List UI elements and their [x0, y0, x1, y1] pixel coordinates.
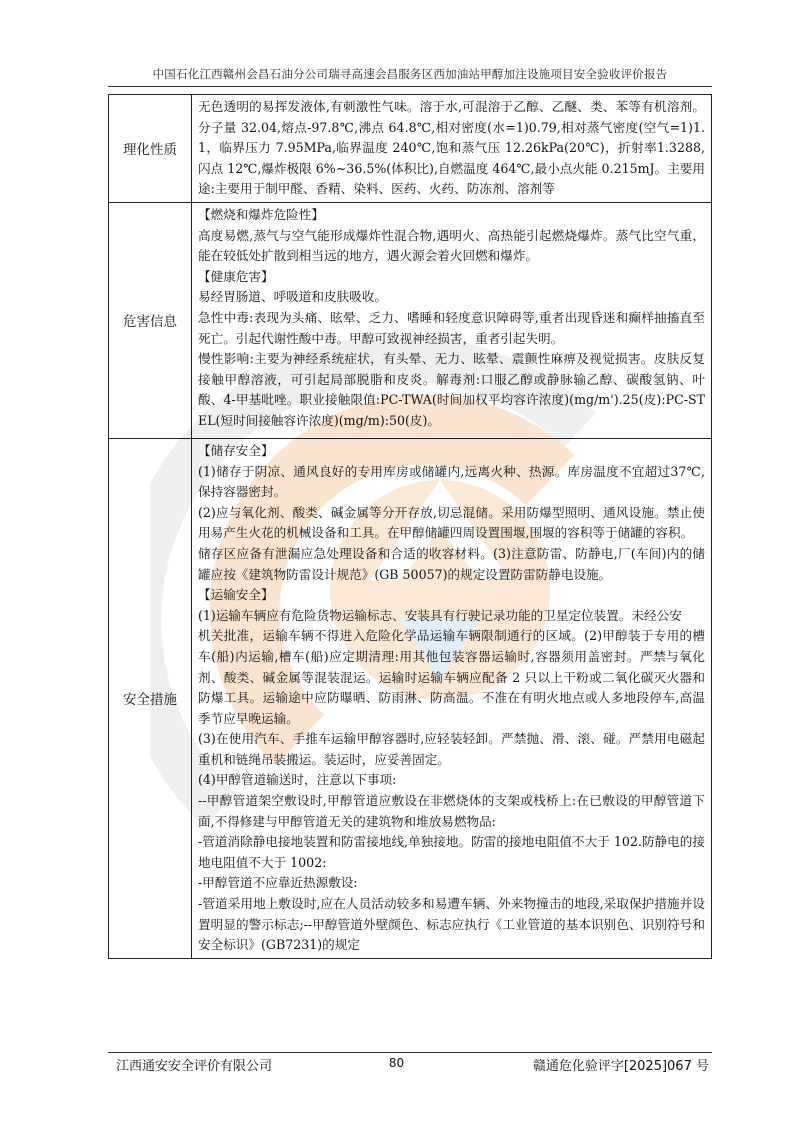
row-label-safety: 安全措施	[109, 438, 192, 958]
paragraph: (1)储存于阴凉、通风良好的专用库房或储罐内,远离火种、热源。库房温度不宜超过37℃,保持容器密封。	[198, 463, 705, 500]
section-heading: 【燃烧和爆炸危险性】	[198, 206, 324, 222]
paragraph: -管道采用地上敷设时,应在人员活动较多和易遭车辆、外来物撞击的地段,采取保护措施并设置明显的警示标志;--甲醇管道外壁颜色、标志应执行《工业管道的基本识别色、识别符号和安全标识》(GB7231)的规定	[198, 896, 705, 953]
footer-company: 江西通安安全评价有限公司	[116, 1059, 273, 1074]
paragraph: 慢性影响:主要为神经系统症状，有头晕、无力、眩晕、震颤性麻痹及视觉损害。皮肤反复接触甲醇溶液，可引起局部脱脂和皮炎。解毒剂:口服乙醇或静脉输乙醇、碳酸氢钠、叶酸、4-甲基吡唑。职业接触限值:PC-TWA(时间加权平均容许浓度)(mg/m').25(皮):PC-STEL(短时间接触容许浓度)(mg/m):50(皮)。	[198, 351, 705, 428]
paragraph: 高度易燃,蒸气与空气能形成爆炸性混合物,遇明火、高热能引起燃烧爆炸。蒸气比空气重，能在较低处扩散到相当远的地方，遇火源会着火回燃和爆炸。	[198, 227, 705, 264]
paragraph: 无色透明的易挥发液体,有刺激性气味。溶于水,可混溶于乙醇、乙醚、类、苯等有机溶剂。分子量 32.04,熔点-97.8℃,沸点 64.8℃,相对密度(水=1)0.79,相对蒸气密度(空气=1)1.1，临界压力 7.95MPa,临界温度 240℃,饱和蒸气压 12.26kPa(20℃)，折射率1.3288,闪点 12℃,爆炸极限 6%~36.5%(体积比),自燃温度 464℃,最小点火能 0.215mJ。主要用途:主要用于制甲醛、香精、染料、医药、火药、防冻剂、溶剂等	[198, 99, 705, 197]
methanol-info-table	[108, 94, 712, 959]
row-content-safety	[192, 438, 712, 958]
table-row	[109, 438, 712, 958]
section-heading: 【运输安全】	[198, 587, 274, 603]
report-header-title: 中国石化江西赣州会昌石油分公司瑞寻高速会昌服务区西加油站甲醇加注设施项目安全验收评价报告	[152, 67, 668, 81]
table-row	[109, 95, 712, 203]
row-content-physchem	[192, 95, 712, 203]
paragraph: --甲醇管道架空敷设时,甲醇管道应敷设在非燃烧体的支架或栈桥上:在已敷设的甲醇管道下面,不得修建与甲醇管道无关的建筑物和堆放易燃物品:	[198, 793, 705, 829]
paragraph: (4)甲醇管道输送时，注意以下事项:	[198, 772, 397, 788]
row-label-physchem: 理化性质	[109, 95, 192, 203]
paragraph: 易经胃肠道、呼吸道和皮肤吸收。	[198, 289, 387, 305]
paragraph: 机关批准，运输车辆不得进入危险化学品运输车辆限制通行的区域。(2)甲醇装于专用的槽车(船)内运输,槽车(船)应定期清理:用其他包装容器运输时,容器须用盖密封。严禁与氧化剂、酸类、碱金属等混装混运。运输时运输车辆应配备 2 只以上干粉或二氧化碳灭火器和防爆工具。运输途中应防曝晒、防雨淋、防高温。不准在有明火地点或人多地段停车,高温季节应早晚运输。	[198, 628, 705, 726]
paragraph: -管道消除静电接地装置和防雷接地线,单独接地。防雷的接地电阻值不大于 102.防静电的接地电阻值不大于 1002:	[198, 834, 705, 870]
paragraph: 储存区应备有泄漏应急处理设备和合适的收容材料。(3)注意防雷、防静电,厂(车间)内的储罐应按《建筑物防雷设计规范》(GB 50057)的规定设置防雷防静电设施。	[198, 545, 705, 582]
section-heading: 【健康危害】	[198, 268, 274, 284]
paragraph: 急性中毒:表现为头痛、眩晕、乏力、嗜睡和轻度意识障碍等,重者出现昏迷和癫样抽搐直至死亡。引起代谢性酸中毒。甲醇可致视神经损害，重者引起失明。	[198, 309, 705, 346]
footer-divider	[108, 1052, 712, 1053]
row-content-hazard	[192, 202, 712, 438]
section-heading: 【储存安全】	[198, 442, 274, 458]
paragraph: (3)在使用汽车、手推车运输甲醇容器时,应轻装轻卸。严禁抛、滑、滚、碰。严禁用电磁起重机和链绳吊装搬运。装运时，应妥善固定。	[198, 731, 705, 767]
page-number: 80	[388, 1056, 405, 1070]
table-row	[109, 202, 712, 438]
footer-doc-number: 赣通危化验评字[2025]067 号	[532, 1059, 709, 1074]
paragraph: -甲醇管道不应靠近热源敷设:	[198, 875, 358, 891]
paragraph: (1)运输车辆应有危险货物运输标志、安装具有行驶记录功能的卫星定位装置。未经公安	[198, 607, 682, 623]
paragraph: (2)应与氧化剂、酸类、碱金属等分开存放,切忌混储。采用防爆型照明、通风设施。禁止使用易产生火花的机械设备和工具。在甲醇储罐四周设置围堰,围堰的容积等于储罐的容积。	[198, 504, 705, 541]
header-divider	[108, 86, 712, 87]
row-label-hazard: 危害信息	[109, 202, 192, 438]
